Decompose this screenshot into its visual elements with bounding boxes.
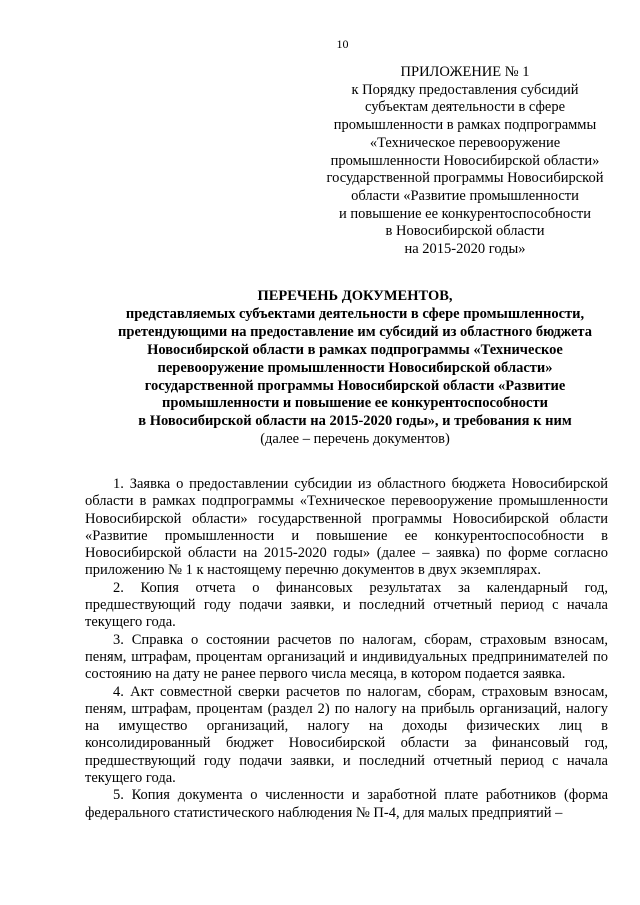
appendix-line: в Новосибирской области: [385, 223, 545, 240]
appendix-heading: ПРИЛОЖЕНИЕ № 1: [400, 64, 530, 80]
title-line: государственной программы Новосибирской области «Развитие: [144, 377, 566, 394]
appendix-line: «Техническое перевооружение: [369, 134, 561, 151]
appendix-line: государственной программы Новосибирской: [326, 170, 604, 187]
appendix-line: области «Развитие промышленности: [351, 187, 579, 204]
title-line: в Новосибирской области на 2015-2020 годы», и требования к ним: [138, 413, 572, 430]
appendix-header: [305, 64, 625, 259]
appendix-line: к Порядку предоставления субсидий: [351, 81, 579, 98]
list-item-4: 4. Акт совместной сверки расчетов по налогам, сборам, страховым взносам, пеням, штрафам, процентам (раздел 2) по налогу на прибыль организаций, налогу на имущество организаций, налогу на доходы физических лиц в консолидированный бюджет Новосибирской области за финансовый год, предшествующий году подачи заявки, и последний отчетный период с начала текущего года.: [85, 683, 608, 787]
appendix-line: и повышение ее конкурентоспособности: [338, 205, 592, 222]
page-number: 10: [336, 37, 349, 51]
title-heading: ПЕРЕЧЕНЬ ДОКУМЕНТОВ,: [257, 288, 453, 304]
document-body: [85, 476, 608, 822]
appendix-line: промышленности Новосибирской области»: [330, 152, 600, 169]
list-item-5: 5. Копия документа о численности и заработной плате работников (форма федерального статистического наблюдения № П-4, для малых предприятий –: [85, 787, 608, 821]
appendix-line: на 2015-2020 годы»: [404, 241, 526, 258]
document-title: [85, 288, 625, 449]
title-line: перевооружение промышленности Новосибирской области»: [157, 359, 553, 376]
title-line: претендующими на предоставление им субсидий из областного бюджета: [118, 323, 592, 340]
list-item-3: 3. Справка о состоянии расчетов по налогам, сборам, страховым взносам, пеням, штрафам, процентам организаций и индивидуальных предпринимателей по состоянию на дату не ранее первого числа месяца, в котором подается заявка.: [85, 631, 608, 683]
appendix-line: промышленности в рамках подпрограммы: [333, 117, 597, 134]
list-item-1: 1. Заявка о предоставлении субсидии из областного бюджета Новосибирской области в рамках подпрограммы «Техническое перевооружение промышленности Новосибирской области» государственной программы Новосибирской области «Развитие промышленности и повышение ее конкурентоспособности в Новосибирской области на 2015-2020 годы» (далее – заявка) по форме согласно приложению № 1 к настоящему перечню документов в двух экземплярах.: [85, 476, 608, 579]
title-line: промышленности и повышение ее конкурентоспособности: [162, 395, 548, 412]
title-line: представляемых субъектами деятельности в сфере промышленности,: [125, 305, 585, 322]
title-note: (далее – перечень документов): [260, 431, 450, 448]
list-item-2: 2. Копия отчета о финансовых результатах за календарный год, предшествующий году подачи заявки, и последний отчетный период с начала текущего года.: [85, 579, 608, 631]
title-line: Новосибирской области в рамках подпрограммы «Техническое: [147, 341, 563, 358]
appendix-line: субъектам деятельности в сфере: [364, 99, 566, 116]
